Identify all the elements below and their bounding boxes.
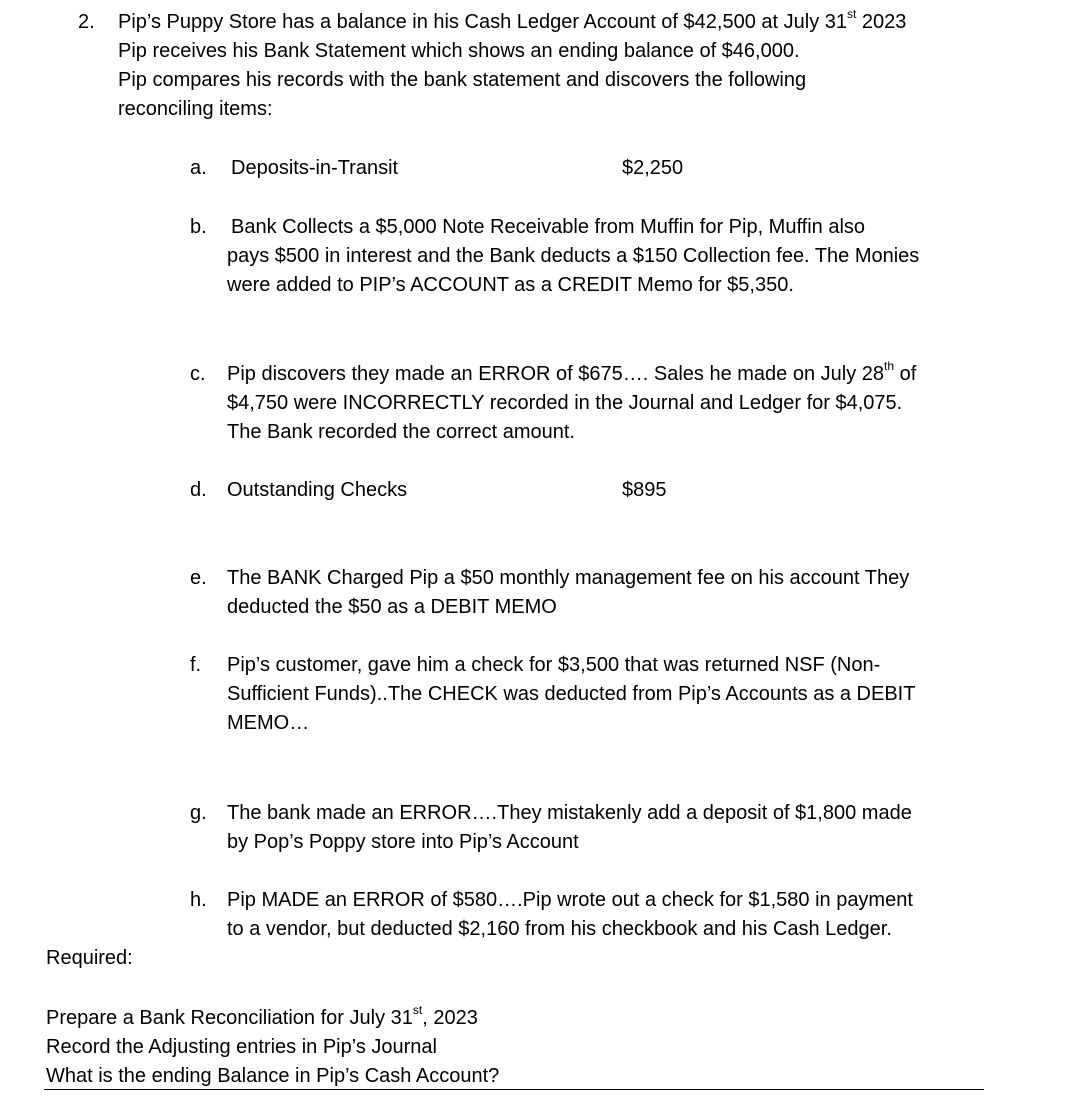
item-d-text: Outstanding Checks <box>227 479 408 501</box>
item-g-text: The bank made an ERROR….They mistakenly add a deposit of $1,800 made by Pop’s Poppy store into Pip’s Account <box>227 802 912 853</box>
item-d-amount: $895 <box>622 479 667 501</box>
item-c-text: Pip discovers they made an ERROR of $675…. Sales he made on July 28th of $4,750 were INCORRECTLY recorded in the Journal and Ledger for $4,075. The Bank recorded the correct amount. <box>227 359 917 443</box>
intro-line: Pip receives his Bank Statement which shows an ending balance of $46,000. <box>118 40 800 62</box>
item-letter-b: b. <box>190 216 207 238</box>
item-f-text: Pip’s customer, gave him a check for $3,500 that was returned NSF (Non- Sufficient Funds)..The CHECK was deducted from Pip’s Accounts as a DEBIT MEMO… <box>227 654 916 734</box>
required-task: Record the Adjusting entries in Pip’s Journal <box>46 1036 437 1058</box>
required-task: What is the ending Balance in Pip’s Cash Account? <box>46 1065 500 1087</box>
item-h-text: Pip MADE an ERROR of $580….Pip wrote out a check for $1,580 in payment to a vendor, but deducted $2,160 from his checkbook and his Cash Ledger. <box>227 889 913 940</box>
item-letter-a: a. <box>190 157 207 179</box>
required-tasks <box>46 1004 499 1091</box>
required-task: Prepare a Bank Reconciliation for July 31st, 2023 <box>46 1003 478 1029</box>
item-letter-e: e. <box>190 567 207 589</box>
required-label: Required: <box>46 947 133 969</box>
question-intro <box>118 8 906 124</box>
item-a-text: Deposits-in-Transit <box>231 157 399 179</box>
item-e-text: The BANK Charged Pip a $50 monthly management fee on his account They deducted the $50 as a DEBIT MEMO <box>227 567 910 618</box>
item-letter-h: h. <box>190 889 207 911</box>
intro-line: Pip compares his records with the bank statement and discovers the following <box>118 69 807 91</box>
item-letter-f: f. <box>190 654 202 676</box>
intro-line: reconciling items: <box>118 98 273 120</box>
item-letter-d: d. <box>190 479 207 501</box>
item-letter-c: c. <box>190 363 206 385</box>
item-a-amount: $2,250 <box>622 157 684 179</box>
question-number: 2. <box>78 11 95 33</box>
item-b-text: Bank Collects a $5,000 Note Receivable from Muffin for Pip, Muffin also pays $500 in interest and the Bank deducts a $150 Collection fee. The Monies were added to PIP’s ACCOUNT as a CREDIT Memo for $5,350. <box>227 216 920 296</box>
item-letter-g: g. <box>190 802 207 824</box>
intro-line: Pip’s Puppy Store has a balance in his Cash Ledger Account of $42,500 at July 31st 2023 <box>118 7 907 33</box>
bottom-rule <box>44 1089 984 1090</box>
